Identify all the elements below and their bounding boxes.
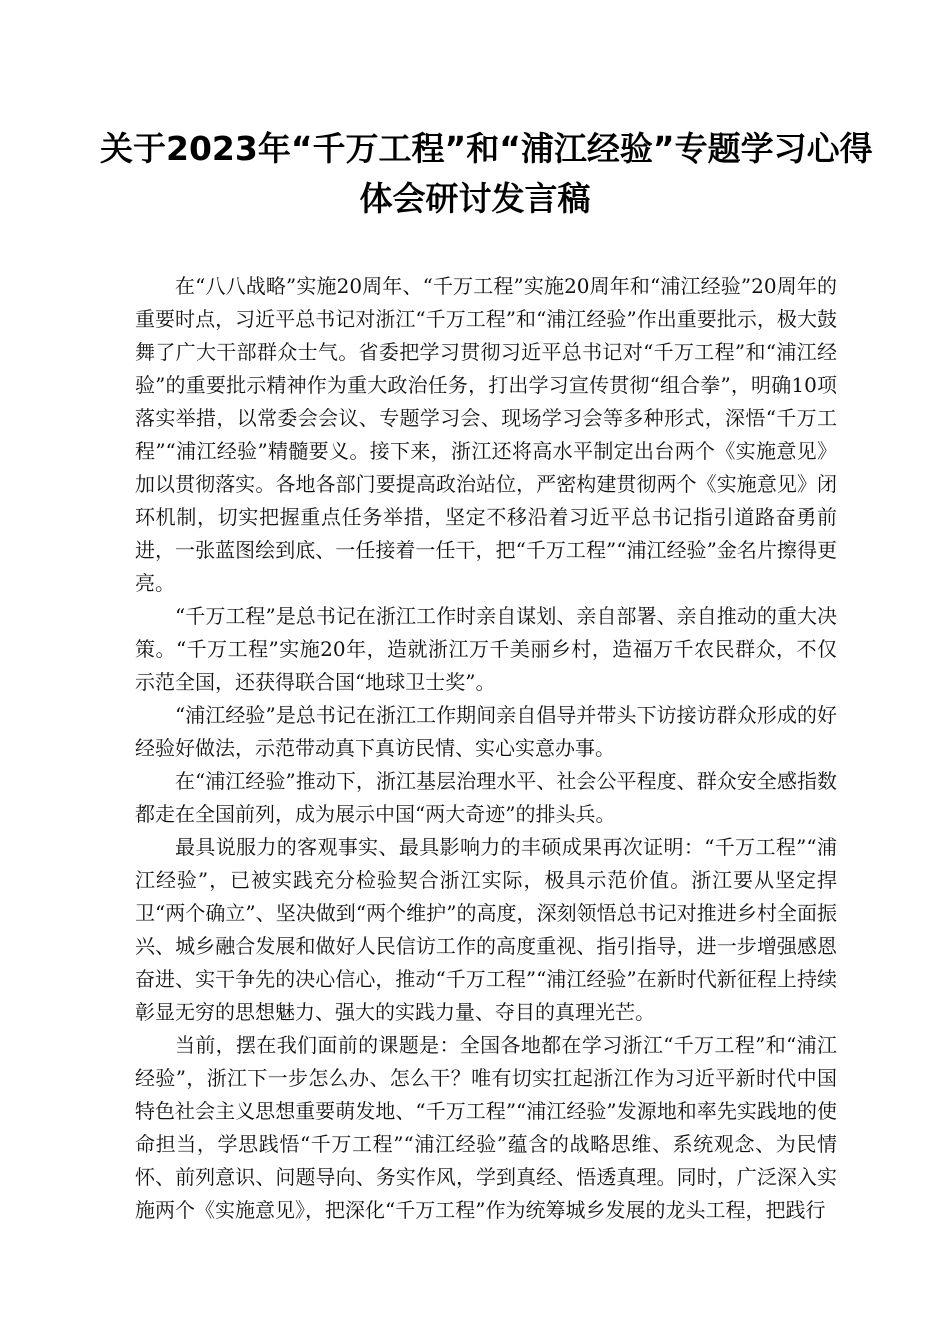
paragraph-4: 在“浦江经验”推动下，浙江基层治理水平、社会公平程度、群众安全感指数都走在全国前列，成为展示中国“两大奇迹”的排头兵。: [135, 769, 837, 826]
document-body: [135, 270, 837, 1227]
title-line-1: 关于2023年“千万工程”和“浦江经验”专题学习心得: [100, 129, 873, 168]
paragraph-5: 最具说服力的客观事实、最具影响力的丰硕成果再次证明：“千万工程”“浦江经验”，已被实践充分检验契合浙江实际，极具示范价值。浙江要从坚定捍卫“两个确立”、坚决做到“两个维护”的高度，深刻领悟总书记对推进乡村全面振兴、城乡融合发展和做好人民信访工作的高度重视、指引指导，进一步增强感恩奋进、实干争先的决心信心，推动“千万工程”“浦江经验”在新时代新征程上持续彰显无穷的思想魅力、强大的实践力量、夺目的真理光芒。: [135, 835, 837, 1024]
paragraph-6: 当前，摆在我们面前的课题是：全国各地都在学习浙江“千万工程”和“浦江经验”，浙江下一步怎么办、怎么干？唯有切实扛起浙江作为习近平新时代中国特色社会主义思想重要萌发地、“千万工程”“浦江经验”发源地和率先实践地的使命担当，学思践悟“千万工程”“浦江经验”蕴含的战略思维、系统观念、为民情怀、前列意识、问题导向、务实作风，学到真经、悟透真理。同时，广泛深入实施两个《实施意见》，把深化“千万工程”作为统筹城乡发展的龙头工程，把践行: [135, 1033, 837, 1222]
paragraph-3: “浦江经验”是总书记在浙江工作期间亲自倡导并带头下访接访群众形成的好经验好做法，示范带动真下真访民情、实心实意办事。: [135, 703, 837, 760]
paragraph-2: “千万工程”是总书记在浙江工作时亲自谋划、亲自部署、亲自推动的重大决策。“千万工程”实施20年，造就浙江万千美丽乡村，造福万千农民群众，不仅示范全国，还获得联合国“地球卫士奖”。: [135, 604, 837, 694]
document-title: [100, 124, 873, 224]
title-line-2: 体会研讨发言稿: [359, 179, 591, 218]
paragraph-1: 在“八八战略”实施20周年、“千万工程”实施20周年和“浦江经验”20周年的重要时点，习近平总书记对浙江“千万工程”和“浦江经验”作出重要批示，极大鼓舞了广大干部群众士气。省委把学习贯彻习近平总书记对“千万工程”和“浦江经验”的重要批示精神作为重大政治任务，打出学习宣传贯彻“组合拳”，明确10项落实举措，以常委会会议、专题学习会、现场学习会等多种形式，深悟“千万工程”“浦江经验”精髓要义。接下来，浙江还将高水平制定出台两个《实施意见》加以贯彻落实。各地各部门要提高政治站位，严密构建贯彻两个《实施意见》闭环机制，切实把握重点任务举措，坚定不移沿着习近平总书记指引道路奋勇前进，一张蓝图绘到底、一任接着一任干，把“千万工程”“浦江经验”金名片擦得更亮。: [135, 274, 837, 595]
